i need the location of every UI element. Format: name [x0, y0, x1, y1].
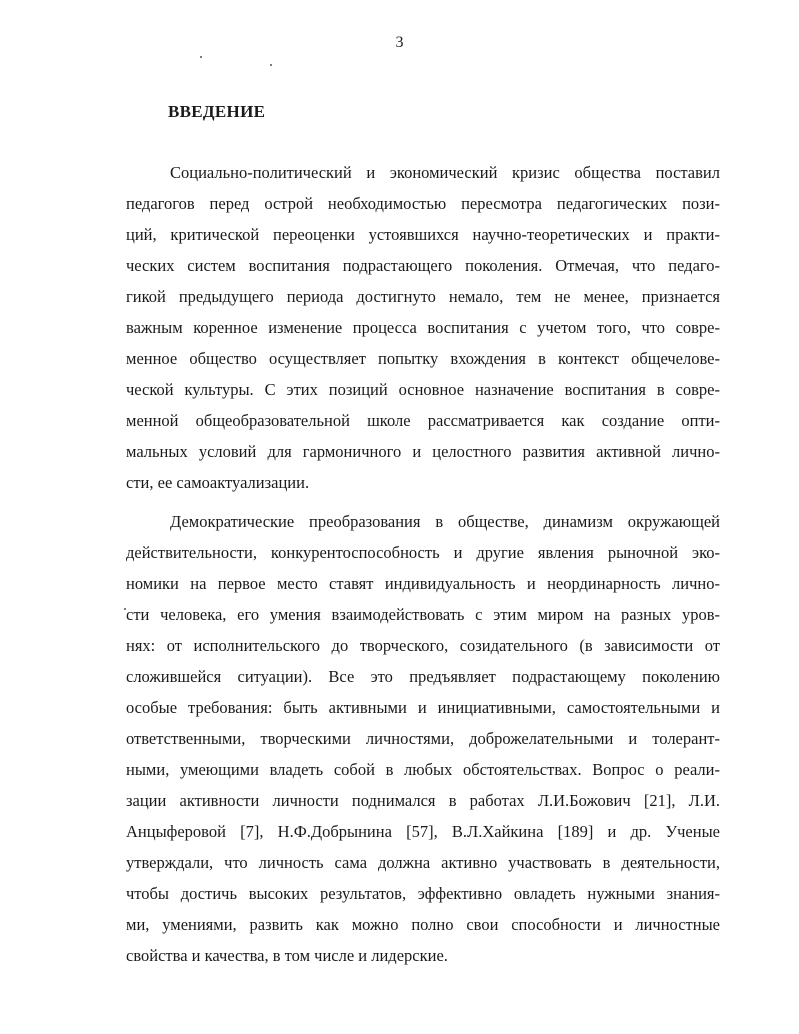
body-text: [126, 157, 720, 979]
text-line: сти, ее самоактуализации.: [126, 473, 310, 492]
text-line: номики на первое место ставят индивидуальность и неординарность лично-: [126, 574, 720, 593]
text-line: зации активности личности поднимался в работах Л.И.Божович [21], Л.И.: [126, 791, 720, 810]
text-line: нях: от исполнительского до творческого, созидательного (в зависимости от: [126, 636, 720, 655]
text-line: сложившейся ситуации). Все это предъявляет подрастающему поколению: [126, 667, 720, 686]
text-line: Анцыферовой [7], Н.Ф.Добрынина [57], В.Л.Хайкина [189] и др. Ученые: [126, 822, 720, 841]
text-line: ответственными, творческими личностями, доброжелательными и толерант-: [126, 729, 720, 748]
text-line: чтобы достичь высоких результатов, эффективно овладеть нужными знания-: [126, 884, 720, 903]
text-line: Демократические преобразования в обществе, динамизм окружающей: [170, 512, 720, 531]
text-line: ций, критической переоценки устоявшихся научно-теоретических и практи-: [126, 225, 720, 244]
text-line: утверждали, что личность сама должна активно участвовать в деятельности,: [126, 853, 720, 872]
section-heading: ВВЕДЕНИЕ: [168, 102, 266, 121]
paragraph-1: [126, 157, 720, 498]
text-line: свойства и качества, в том числе и лидерские.: [126, 946, 448, 965]
text-line: педагогов перед острой необходимостью пересмотра педагогических пози-: [126, 194, 720, 213]
text-line: сти человека, его умения взаимодействовать с этим миром на разных уров-: [126, 605, 720, 624]
text-line: действительности, конкурентоспособность и другие явления рыночной эко-: [126, 543, 720, 562]
text-line: ными, умеющими владеть собой в любых обстоятельствах. Вопрос о реали-: [126, 760, 720, 779]
text-line: ческих систем воспитания подрастающего поколения. Отмечая, что педаго-: [126, 256, 720, 275]
text-line: ческой культуры. С этих позиций основное назначение воспитания в совре-: [126, 380, 720, 399]
text-line: Социально-политический и экономический кризис общества поставил: [170, 163, 720, 182]
page-number: 3: [395, 34, 404, 51]
scan-speck: [200, 56, 202, 58]
text-line: особые требования: быть активными и инициативными, самостоятельными и: [126, 698, 720, 717]
text-line: ми, умениями, развить как можно полно свои способности и личностные: [126, 915, 720, 934]
text-line: гикой предыдущего периода достигнуто немало, тем не менее, признается: [126, 287, 720, 306]
text-line: важным коренное изменение процесса воспитания с учетом того, что совре-: [126, 318, 720, 337]
text-line: менной общеобразовательной школе рассматривается как создание опти-: [126, 411, 720, 430]
scan-speck: [270, 64, 272, 66]
text-line: менное общество осуществляет попытку вхождения в контекст общечелове-: [126, 349, 720, 368]
paragraph-2: [126, 506, 720, 971]
text-line: мальных условий для гармоничного и целостного развития активной лично-: [126, 442, 720, 461]
